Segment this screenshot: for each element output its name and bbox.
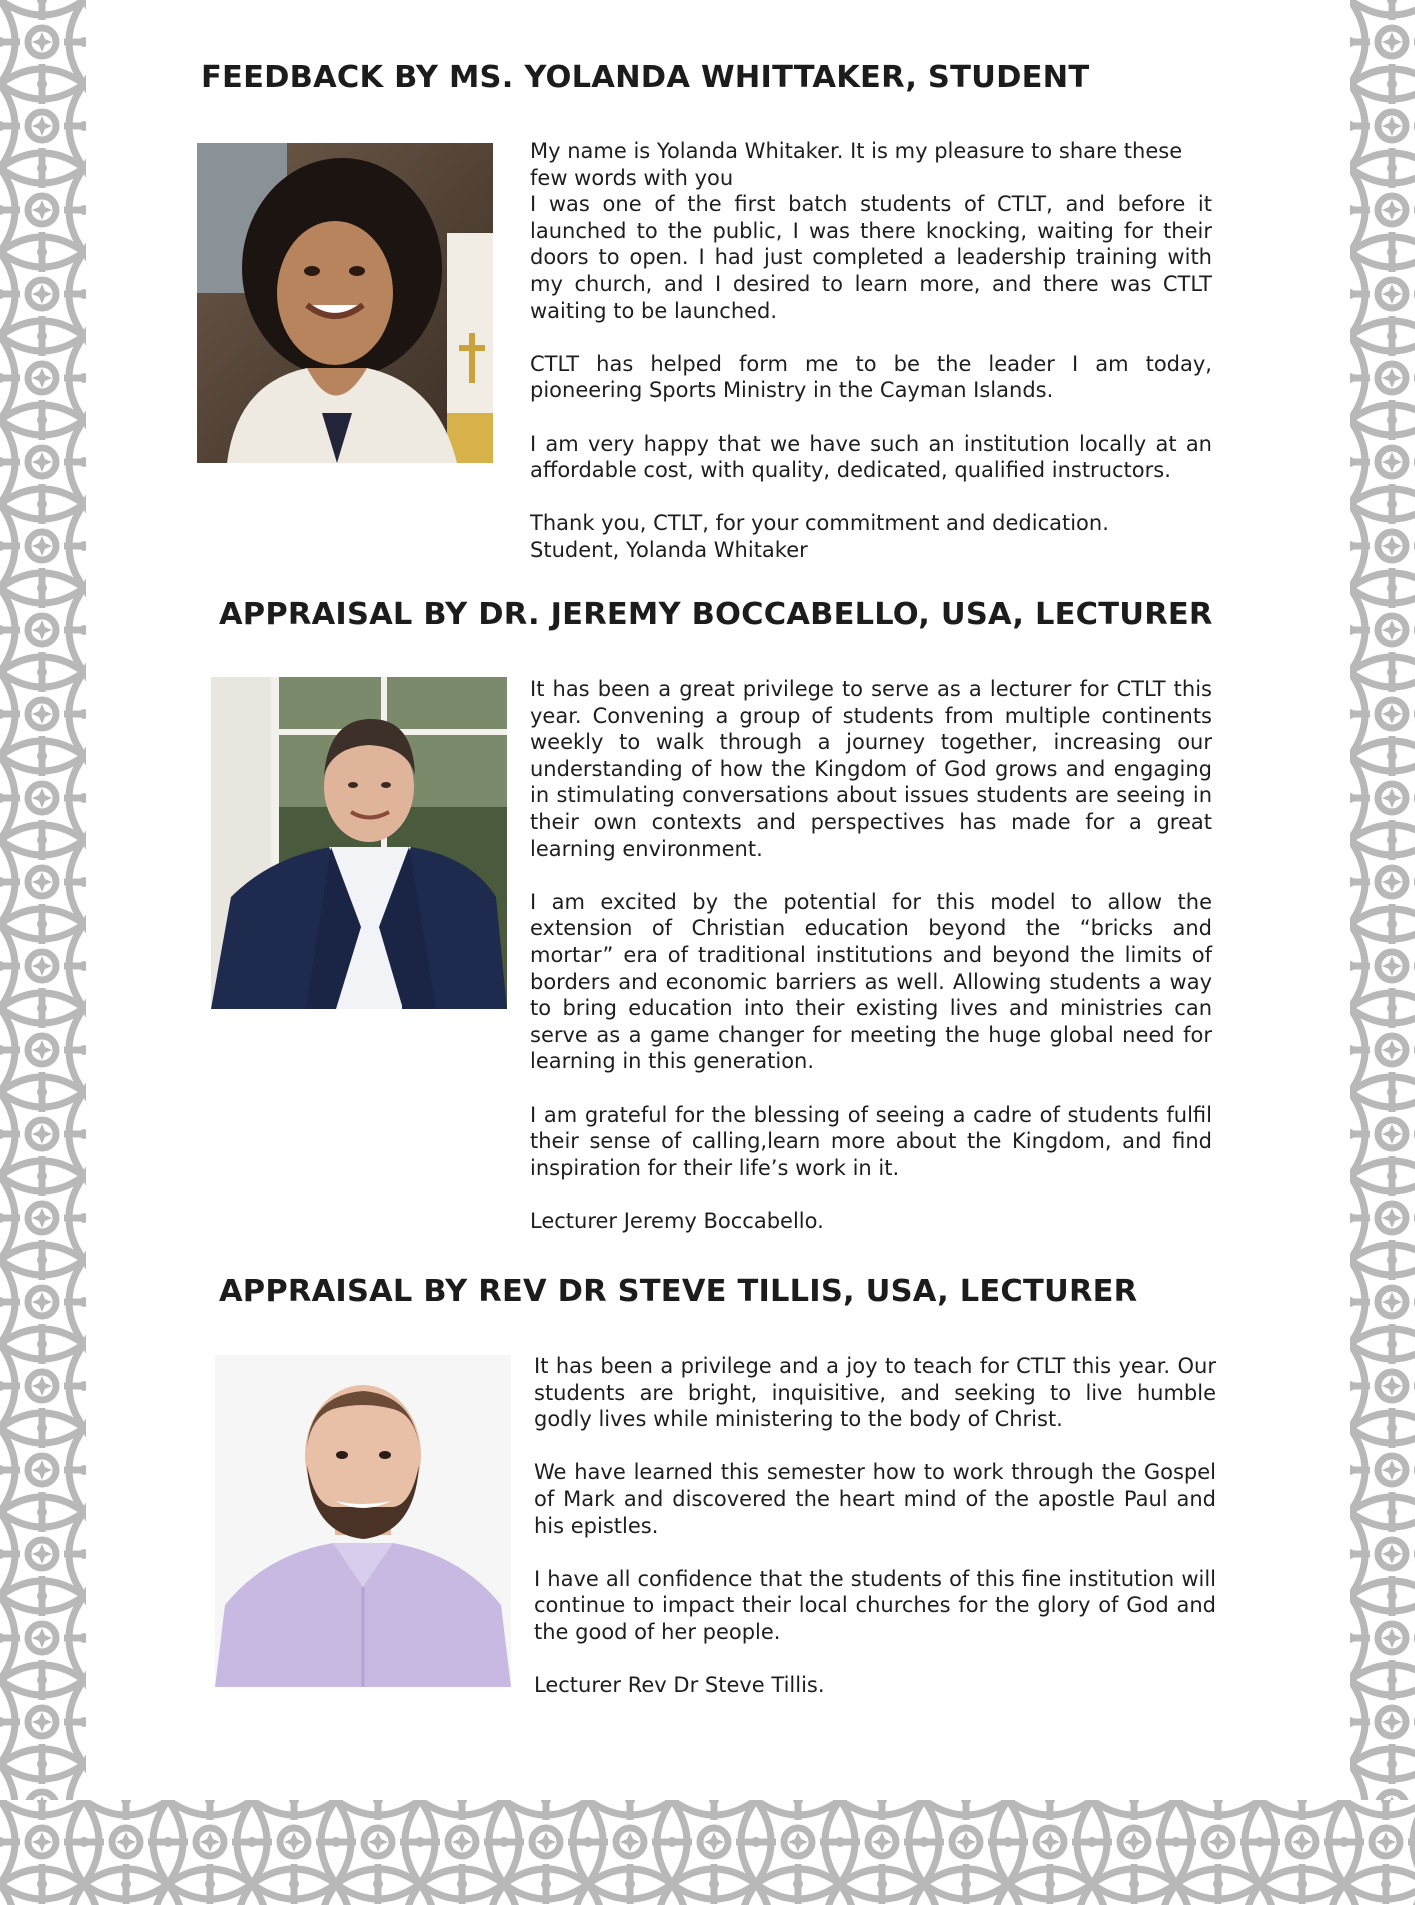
portrait-photo-steve <box>215 1355 511 1687</box>
section-heading-boccabello: APPRAISAL BY DR. JEREMY BOCCABELLO, USA, LECTURER <box>219 597 1213 632</box>
paragraph: I have all confidence that the students of this fine institution will continue to impact their local churches for the glory of God and the good of her people. <box>534 1566 1216 1644</box>
section-heading-whittaker: FEEDBACK BY MS. YOLANDA WHITTAKER, STUDENT <box>201 60 1090 95</box>
section-body-tillis <box>534 1353 1216 1699</box>
intro-line: My name is Yolanda Whitaker. It is my pleasure to share these <box>530 139 1183 163</box>
signature-line: Lecturer Jeremy Boccabello. <box>530 1208 824 1233</box>
portrait-photo-yolanda <box>197 143 493 463</box>
intro-line: few words with you <box>530 165 734 190</box>
section-heading-tillis: APPRAISAL BY REV DR STEVE TILLIS, USA, LECTURER <box>219 1274 1138 1309</box>
portrait-man-lavender-shirt-icon <box>215 1355 511 1687</box>
paragraph: I am excited by the potential for this model to allow the extension of Christian education beyond the “bricks and mortar” era of traditional institutions and beyond the limits of borders and economic barriers as well. Allowing students a way to bring education into their existing lives and ministries can serve as a game changer for meeting the huge global need for learning in this generation. <box>530 889 1212 1074</box>
signature-line: Lecturer Rev Dr Steve Tillis. <box>534 1673 825 1698</box>
paragraph: I am very happy that we have such an institution locally at an affordable cost, with quality, dedicated, qualified instructors. <box>530 431 1212 483</box>
closing-line: Thank you, CTLT, for your commitment and dedication. <box>530 511 1109 536</box>
paragraph: CTLT has helped form me to be the leader I am today, pioneering Sports Ministry in the Cayman Islands. <box>530 351 1212 403</box>
decorative-border-right <box>1350 0 1415 1905</box>
paragraph: It has been a privilege and a joy to teach for CTLT this year. Our students are bright, inquisitive, and seeking to live humble godly lives while ministering to the body of Christ. <box>534 1354 1216 1432</box>
portrait-woman-curly-hair-icon <box>197 143 493 463</box>
section-body-boccabello <box>530 676 1212 1234</box>
paragraph: We have learned this semester how to work through the Gospel of Mark and discovered the heart mind of the apostle Paul and his epistles. <box>534 1460 1216 1538</box>
paragraph: It has been a great privilege to serve as a lecturer for CTLT this year. Convening a group of students from multiple continents weekly to walk through a journey together, increasing our understanding of how the Kingdom of God grows and engaging in stimulating conversations about issues students are seeing in their own contexts and perspectives has made for a great learning environment. <box>530 677 1212 861</box>
section-body-whittaker <box>530 138 1212 564</box>
signature-line: Student, Yolanda Whitaker <box>530 537 808 562</box>
decorative-border-bottom <box>0 1800 1415 1905</box>
paragraph: I was one of the first batch students of CTLT, and before it launched to the public, I was there knocking, waiting for their doors to open. I had just completed a leadership training with my church, and I desired to learn more, and there was CTLT waiting to be launched. <box>530 192 1212 323</box>
portrait-man-navy-blazer-icon <box>211 677 507 1009</box>
decorative-border-left <box>0 0 86 1905</box>
paragraph: I am grateful for the blessing of seeing a cadre of students fulfil their sense of calling,learn more about the Kingdom, and find inspiration for their life’s work in it. <box>530 1102 1212 1180</box>
portrait-photo-jeremy <box>211 677 507 1009</box>
